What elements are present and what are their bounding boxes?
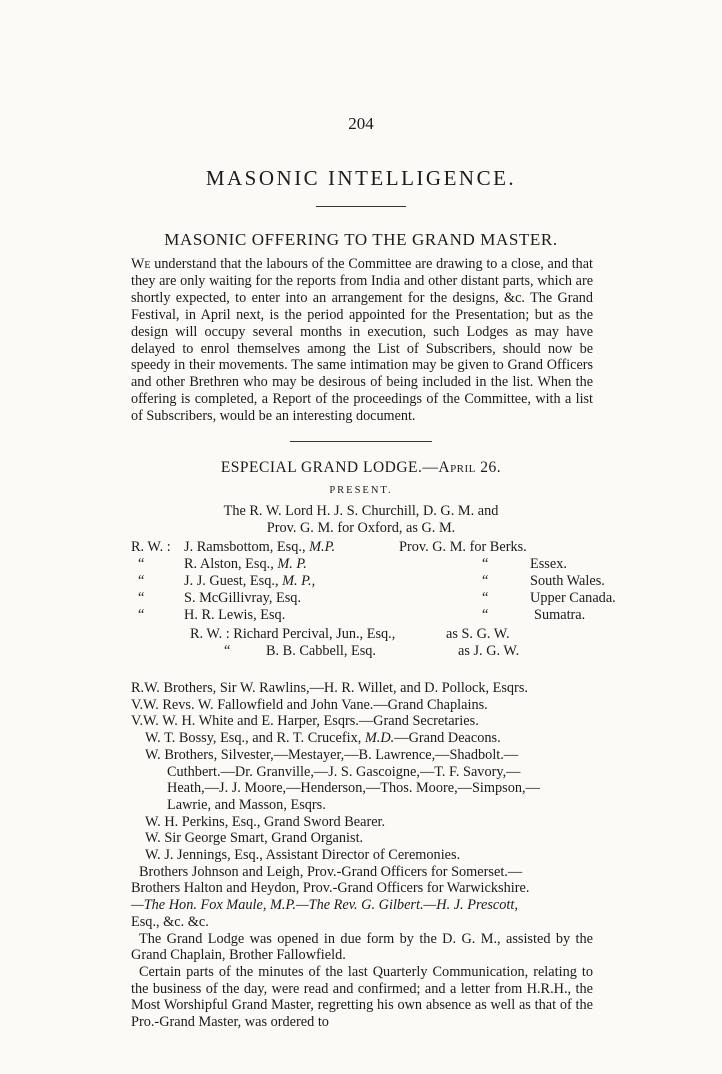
warden-junior: B. B. Cabbell, Esq. [266,643,377,659]
ditto-mark: “ [482,573,489,589]
list-item-sword-bearer: W. H. Perkins, Esq., Grand Sword Bearer. [145,813,386,830]
prov-name-3 [184,573,315,590]
ditto-mark: “ [482,556,489,572]
prov-name-text: J. Ramsbottom, Esq., [184,539,310,555]
section-heading-offering: MASONIC OFFERING TO THE GRAND MASTER. [164,230,558,249]
list-item-provincial-1: Brothers Johnson and Leigh, Prov.-Grand Officers for Somerset.— [139,863,523,880]
warden-senior-role: as S. G. W. [446,626,510,642]
grand-lodge-heading-text: ESPECIAL GRAND LODGE.— [220,459,439,476]
prov-place-3: South Wales. [530,573,605,589]
ditto-mark: “ [224,643,231,659]
visitors-text-2: —The Rev. G. Gilbert.—H. J. Prescott, [295,897,518,914]
list-item: V.W. Revs. W. Fallowfield and John Vane.—Grand Chaplains. [131,696,488,713]
offering-text: understand that the labours of the Committee are drawing to a close, and that they are only waiting for the reports from India and other distant parts, which are shortly expected, to enter into an arrangement for the designs, &c. The Grand Festival, in April next, is the period appointed for the Presentation; but as the design will occupy several months in execution, such Lodges as may have delayed to enrol themselves among the List of Subscribers, should now be speedy in their movements. The same intimation may be given to Grand Officers and other Brethren who may be desirous of being included in the list. When the offering is completed, a Report of the proceedings of the Committee, with a list of Subscribers, would be an interesting document. [131,256,593,425]
list-item-provincial-2: Brothers Halton and Heydon, Prov.-Grand Officers for Warwickshire. [131,880,530,897]
prov-name-text: J. J. Guest, Esq., [184,573,283,589]
dropcap: We [131,256,151,272]
section-rule [290,441,432,442]
ditto-mark: “ [482,590,489,606]
attendance-list [131,680,593,1031]
page-title: MASONIC INTELLIGENCE. [205,166,517,190]
prov-name-4: S. McGillivray, Esq. [184,590,302,606]
grand-lodge-date: April 26. [438,459,502,476]
visitors-mp: M.P. [269,897,296,914]
prov-name-5: H. R. Lewis, Esq. [184,607,286,623]
deacons-text: W. T. Bossy, Esq., and R. T. Crucefix, [145,730,365,747]
ditto-mark: “ [138,607,145,623]
rw-prefix: R. W. : [131,539,171,555]
section-heading-grand-lodge [0,459,722,477]
list-item-deacons [131,730,593,747]
ditto-mark: “ [138,556,145,572]
prov-place-5: Sumatra. [534,607,586,623]
list-item-ceremonies: W. J. Jennings, Esq., Assistant Director of Ceremonies. [145,847,461,864]
deacons-md: M.D. [364,730,395,747]
prov-name-2 [184,556,307,573]
prov-mp: M. P., [282,573,316,589]
ditto-mark: “ [138,590,145,606]
list-item-visitors [131,897,593,914]
prov-mp: M.P. [309,539,336,555]
list-item-visitors-end: Esq., &c. &c. [131,913,209,930]
warden-senior: R. W. : Richard Percival, Jun., Esq., [190,626,396,642]
prov-place-4: Upper Canada. [530,590,616,606]
title-rule [316,206,406,207]
prov-name-text: R. Alston, Esq., [184,556,278,572]
list-item-w-brothers-2: Cuthbert.—Dr. Granville,—J. S. Gascoigne,—T. F. Savory,— [167,763,521,780]
page-number: 204 [348,114,374,133]
list-item-w-brothers-4: Lawrie, and Masson, Esqrs. [167,796,326,813]
list-item-w-brothers-3: Heath,—J. J. Moore,—Henderson,—Thos. Moore,—Simpson,— [167,780,540,797]
visitors-text: —The Hon. Fox Maule, [131,897,270,914]
paragraph-opened: The Grand Lodge was opened in due form by the D. G. M., assisted by the Grand Chaplain, Brother Fallowfield. [131,930,593,964]
present-label: PRESENT. [329,485,393,496]
prov-place-2: Essex. [530,556,567,572]
paragraph-minutes: Certain parts of the minutes of the last Quarterly Communication, relating to the business of the day, were read and confirmed; and a letter from H.R.H., the Most Worshipful Grand Master, regretting his own absence as well as that of the Pro.-Grand Master, was ordered to [131,963,593,1031]
prov-name-1 [184,539,335,556]
offering-paragraph [131,256,593,425]
presiding-line-2: Prov. G. M. for Oxford, as G. M. [266,520,456,536]
prov-mp: M. P. [277,556,307,572]
deacons-role: —Grand Deacons. [394,730,501,747]
prov-place-1: Prov. G. M. for Berks. [399,539,527,555]
ditto-mark: “ [138,573,145,589]
list-item: R.W. Brothers, Sir W. Rawlins,—H. R. Willet, and D. Pollock, Esqrs. [131,680,528,696]
presiding-line-1: The R. W. Lord H. J. S. Churchill, D. G. M. and [223,503,499,519]
warden-junior-role: as J. G. W. [458,643,520,659]
list-item: V.W. W. H. White and E. Harper, Esqrs.—Grand Secretaries. [131,713,479,730]
list-item-w-brothers-1: W. Brothers, Silvester,—Mestayer,—B. Lawrence,—Shadbolt.— [145,746,519,763]
list-item-organist: W. Sir George Smart, Grand Organist. [145,830,364,847]
ditto-mark: “ [482,607,489,623]
